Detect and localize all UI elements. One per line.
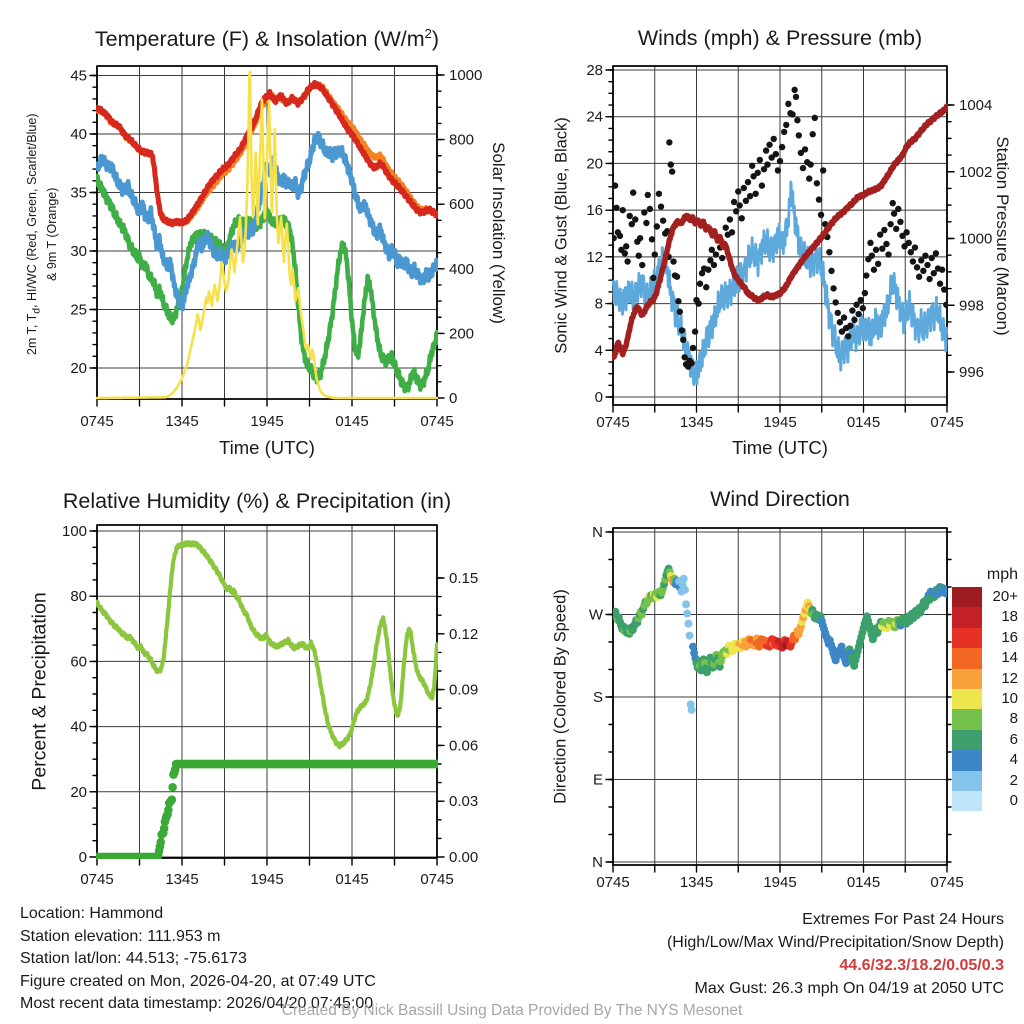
- legend-entry: [952, 791, 1018, 811]
- legend-label: 2: [1009, 771, 1018, 789]
- legend-swatch: [952, 791, 982, 811]
- extremes-title: Extremes For Past 24 Hours: [802, 911, 1004, 928]
- humidity-axis-label: Percent & Precipitation: [28, 592, 51, 791]
- legend-label: 20+: [992, 588, 1018, 605]
- legend-label: 16: [1001, 628, 1018, 646]
- legend-entry: [952, 628, 1018, 648]
- winddir-chart-title: Wind Direction: [710, 487, 850, 511]
- station-elevation: Station elevation: 111.953 m: [20, 927, 221, 945]
- station-info: [20, 903, 376, 1016]
- legend-swatch: [952, 628, 982, 648]
- legend-entry: [952, 648, 1018, 668]
- humidity-chart-title: Relative Humidity (%) & Precipitation (in): [62, 489, 452, 513]
- wind-speed-legend: [952, 566, 1018, 811]
- legend-swatch: [952, 750, 982, 770]
- legend-swatch: [952, 730, 982, 750]
- legend-entry: [952, 689, 1018, 709]
- credit-line: Created By Nick Bassill Using Data Provided By The NYS Mesonet: [281, 1002, 743, 1019]
- temp-x-axis-label: Time (UTC): [219, 437, 315, 458]
- winddir-axis-label: Direction (Colored By Speed): [551, 589, 570, 804]
- legend-swatch: [952, 771, 982, 791]
- legend-label: 18: [1001, 608, 1018, 626]
- legend-swatch: [952, 607, 982, 627]
- legend-entry: [952, 771, 1018, 791]
- max-gust: Max Gust: 26.3 mph On 04/19 at 2050 UTC: [694, 980, 1004, 997]
- data-timestamp: Most recent data timestamp: 2026/04/20 07:45:00: [20, 995, 374, 1012]
- legend-title: mph: [986, 566, 1018, 583]
- legend-entry: [952, 587, 1018, 607]
- legend-label: 12: [1001, 669, 1018, 687]
- legend-swatch: [952, 709, 982, 729]
- temp-chart-title: Temperature (F) & Insolation $(W/m^2)$: [94, 26, 440, 52]
- insolation-axis-label: Solar Insolation (Yellow): [489, 142, 508, 324]
- winds-x-axis-label: Time (UTC): [732, 437, 828, 458]
- legend-entry: [952, 750, 1018, 770]
- legend-entry: [952, 607, 1018, 627]
- legend-label: 4: [1009, 751, 1018, 769]
- figure-created: Figure created on Mon, 2026-04-20, at 07:49 UTC: [20, 972, 376, 990]
- legend-entry: [952, 709, 1018, 729]
- legend-rows: [952, 587, 1018, 811]
- wind-axis-label: Sonic Wind & Gust (Blue, Black): [552, 117, 571, 354]
- extremes-info: [667, 908, 1004, 1000]
- legend-swatch: [952, 648, 982, 668]
- winds-chart-title: Winds (mph) & Pressure (mb): [637, 26, 923, 50]
- temp-left-axis-label: 2m T, $T_d$, HI/WC (Red, Green, Scarlet/Blue) & 9m T (Orange): [24, 113, 59, 356]
- extremes-subtitle: (High/Low/Max Wind/Precipitation/Snow Depth): [666, 934, 1004, 951]
- station-location: Location: Hammond: [20, 905, 164, 922]
- legend-label: 8: [1009, 710, 1018, 728]
- station-latlon: Station lat/lon: 44.513; -75.6173: [20, 950, 247, 967]
- legend-swatch: [952, 669, 982, 689]
- legend-label: 0: [1009, 791, 1018, 809]
- legend-swatch: [952, 689, 982, 709]
- legend-label: 10: [1001, 689, 1018, 707]
- legend-entry: [952, 669, 1018, 689]
- legend-label: 14: [1001, 649, 1018, 667]
- legend-label: 6: [1009, 730, 1018, 748]
- extremes-values: 44.6/32.3/18.2/0.05/0.3: [839, 957, 1004, 974]
- legend-swatch: [952, 587, 982, 607]
- pressure-axis-label: Station Pressure (Maroon): [993, 136, 1012, 336]
- legend-entry: [952, 730, 1018, 750]
